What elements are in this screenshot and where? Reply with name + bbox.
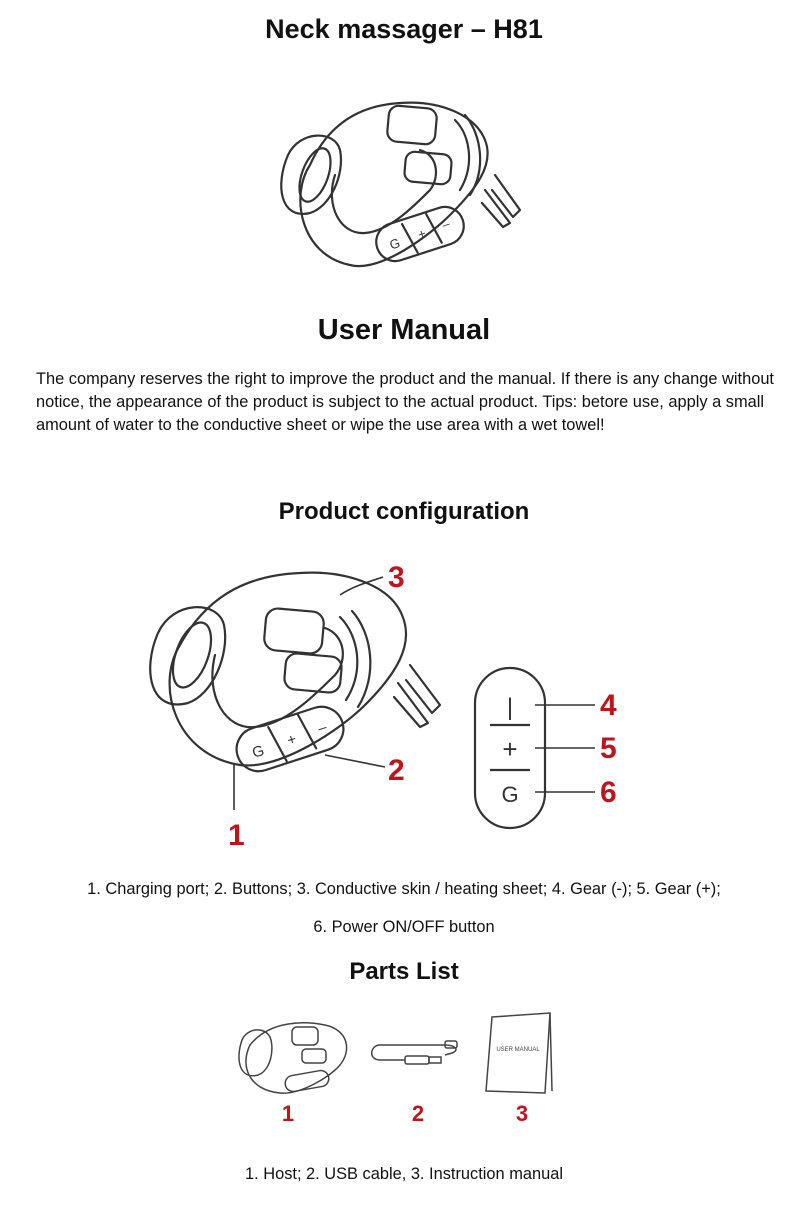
parts-caption: 1. Host; 2. USB cable, 3. Instruction manual [245,1165,563,1183]
svg-text:G: G [250,742,267,762]
host-icon [239,1023,347,1093]
product-configuration-diagram [140,555,640,855]
parts-illustration [230,1005,570,1135]
intro-paragraph: The company reserves the right to improve the product and the manual. If there is any change without notice, the appearance of the product is subject to the actual product. Tips: betore use, apply a small amount of water to the conductive sheet or wipe the use area with a wet towel! [36,370,774,434]
callout-5: 5 [600,732,617,765]
callout-1: 1 [228,819,245,852]
svg-text:–: – [315,718,329,738]
power-button: G [501,782,519,807]
parts-heading: Parts List [349,958,459,985]
part-label-1: 1 [281,1101,295,1126]
svg-text:G: G [387,235,402,253]
part-label-3: 3 [515,1101,529,1126]
gear-plus-button: + [502,734,518,764]
gear-minus-button: | [506,694,514,721]
svg-text:+: + [284,730,299,750]
callout-6: 6 [600,776,617,809]
instruction-manual-icon [486,1013,552,1093]
neck-massager-illustration [270,95,540,300]
config-heading: Product configuration [278,498,530,525]
svg-text:–: – [440,215,452,233]
config-caption-line-2: 6. Power ON/OFF button [313,918,495,936]
callout-4: 4 [600,689,617,722]
manual-heading: User Manual [317,314,491,346]
callout-3: 3 [388,561,405,594]
svg-text:+: + [415,225,428,243]
config-caption-line-1: 1. Charging port; 2. Buttons; 3. Conductive skin / heating sheet; 4. Gear (-); 5. Gear (+); [87,880,721,898]
usb-cable-icon [372,1041,457,1064]
part-label-2: 2 [411,1101,425,1126]
manual-cover-text: USER MANUAL [496,1047,540,1053]
document-title: Neck massager – H81 [265,14,543,44]
callout-2: 2 [388,754,405,787]
